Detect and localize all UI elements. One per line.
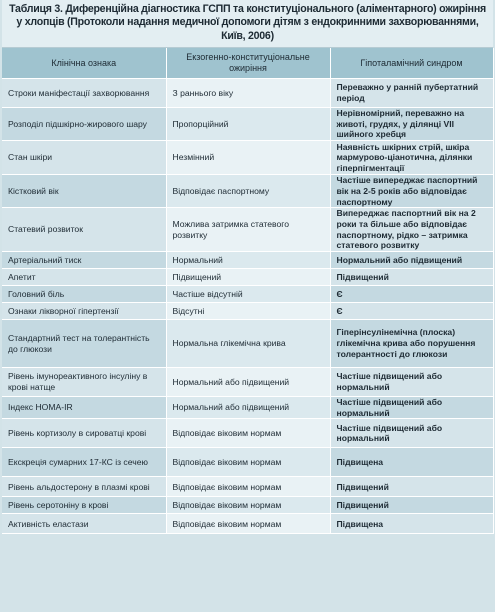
table-row xyxy=(2,303,493,320)
cell-clinical-sign: Екскреція сумарних 17-КС із сечею xyxy=(2,448,166,477)
cell-hypothalamic-syndrome: Є xyxy=(330,303,493,320)
cell-clinical-sign: Рівень імунореактивного інсуліну в крові натще xyxy=(2,368,166,397)
cell-hypothalamic-syndrome: Гіперінсулінемічна (плоска) глікемічна крива або порушення толерантності до глюкози xyxy=(330,320,493,368)
table-row xyxy=(2,320,493,368)
cell-clinical-sign: Рівень кортизолу в сироватці крові xyxy=(2,419,166,448)
cell-hypothalamic-syndrome: Переважно у ранній пубертатний період xyxy=(330,79,493,108)
table-row xyxy=(2,141,493,175)
cell-clinical-sign: Рівень альдостерону в плазмі крові xyxy=(2,477,166,497)
cell-hypothalamic-syndrome: Є xyxy=(330,286,493,303)
cell-hypothalamic-syndrome: Підвищена xyxy=(330,514,493,534)
cell-exogenous-obesity: Нормальний або підвищений xyxy=(166,368,330,397)
cell-clinical-sign: Кістковий вік xyxy=(2,175,166,208)
cell-exogenous-obesity: Відповідає віковим нормам xyxy=(166,477,330,497)
table-container xyxy=(2,0,493,534)
header-exogenous-obesity: Екзогенно-конституціональне ожиріння xyxy=(166,48,330,79)
cell-exogenous-obesity: Можлива затримка статевого розвитку xyxy=(166,208,330,252)
table-row xyxy=(2,79,493,108)
cell-clinical-sign: Індекс HOMA-IR xyxy=(2,397,166,419)
table-row xyxy=(2,477,493,497)
header-clinical-sign: Клінічна ознака xyxy=(2,48,166,79)
cell-clinical-sign: Стан шкіри xyxy=(2,141,166,175)
cell-hypothalamic-syndrome: Випереджає паспортний вік на 2 роки та більше або відповідає паспортному, рідко – затримка статевого розвитку xyxy=(330,208,493,252)
cell-hypothalamic-syndrome: Частіше підвищений або нормальний xyxy=(330,397,493,419)
table-row xyxy=(2,252,493,269)
cell-clinical-sign: Апетит xyxy=(2,269,166,286)
cell-clinical-sign: Стандартний тест на толерантність до глюкози xyxy=(2,320,166,368)
cell-clinical-sign: Артеріальний тиск xyxy=(2,252,166,269)
header-hypothalamic-syndrome: Гіпоталамічний синдром xyxy=(330,48,493,79)
cell-exogenous-obesity: Відповідає паспортному xyxy=(166,175,330,208)
table-title: Таблиця 3. Диференційна діагностика ГСПП та конституціонального (аліментарного) ожиріння у хлопців (Протоколи надання медичної допомоги дітям з ендокринними захворюваннями, Київ, 2006) xyxy=(2,0,493,48)
cell-hypothalamic-syndrome: Частіше підвищений або нормальний xyxy=(330,419,493,448)
cell-exogenous-obesity: З раннього віку xyxy=(166,79,330,108)
cell-hypothalamic-syndrome: Нормальний або підвищений xyxy=(330,252,493,269)
cell-clinical-sign: Статевий розвиток xyxy=(2,208,166,252)
cell-exogenous-obesity: Нормальна глікемічна крива xyxy=(166,320,330,368)
cell-clinical-sign: Строки маніфестації захворювання xyxy=(2,79,166,108)
cell-hypothalamic-syndrome: Підвищений xyxy=(330,269,493,286)
cell-hypothalamic-syndrome: Підвищений xyxy=(330,497,493,514)
table-row xyxy=(2,497,493,514)
table-row xyxy=(2,419,493,448)
cell-exogenous-obesity: Відповідає віковим нормам xyxy=(166,419,330,448)
cell-exogenous-obesity: Підвищений xyxy=(166,269,330,286)
cell-exogenous-obesity: Пропорційний xyxy=(166,108,330,141)
cell-exogenous-obesity: Нормальний або підвищений xyxy=(166,397,330,419)
table-row xyxy=(2,269,493,286)
cell-hypothalamic-syndrome: Частіше підвищений або нормальний xyxy=(330,368,493,397)
cell-exogenous-obesity: Відсутні xyxy=(166,303,330,320)
cell-exogenous-obesity: Відповідає віковим нормам xyxy=(166,514,330,534)
cell-clinical-sign: Розподіл підшкірно-жирового шару xyxy=(2,108,166,141)
cell-exogenous-obesity: Нормальний xyxy=(166,252,330,269)
cell-clinical-sign: Ознаки лікворної гіпертензії xyxy=(2,303,166,320)
cell-hypothalamic-syndrome: Підвищена xyxy=(330,448,493,477)
table-row xyxy=(2,208,493,252)
cell-clinical-sign: Рівень серотоніну в крові xyxy=(2,497,166,514)
table-row xyxy=(2,448,493,477)
cell-clinical-sign: Головний біль xyxy=(2,286,166,303)
cell-exogenous-obesity: Незмінний xyxy=(166,141,330,175)
table-row xyxy=(2,368,493,397)
header-row xyxy=(2,48,493,79)
table-row xyxy=(2,175,493,208)
cell-exogenous-obesity: Відповідає віковим нормам xyxy=(166,448,330,477)
cell-clinical-sign: Активність еластази xyxy=(2,514,166,534)
cell-exogenous-obesity: Відповідає віковим нормам xyxy=(166,497,330,514)
cell-hypothalamic-syndrome: Підвищений xyxy=(330,477,493,497)
cell-exogenous-obesity: Частіше відсутній xyxy=(166,286,330,303)
table-row xyxy=(2,514,493,534)
table-row xyxy=(2,397,493,419)
cell-hypothalamic-syndrome: Частіше випереджає паспортний вік на 2-5 років або відповідає паспортному xyxy=(330,175,493,208)
table-row xyxy=(2,108,493,141)
diagnosis-table xyxy=(2,48,494,534)
table-row xyxy=(2,286,493,303)
cell-hypothalamic-syndrome: Нерівномірний, переважно на животі, грудях, у ділянці VII шийного хребця xyxy=(330,108,493,141)
cell-hypothalamic-syndrome: Наявність шкірних стрій, шкіра мармурово-ціанотична, ділянки гіперпігментації xyxy=(330,141,493,175)
